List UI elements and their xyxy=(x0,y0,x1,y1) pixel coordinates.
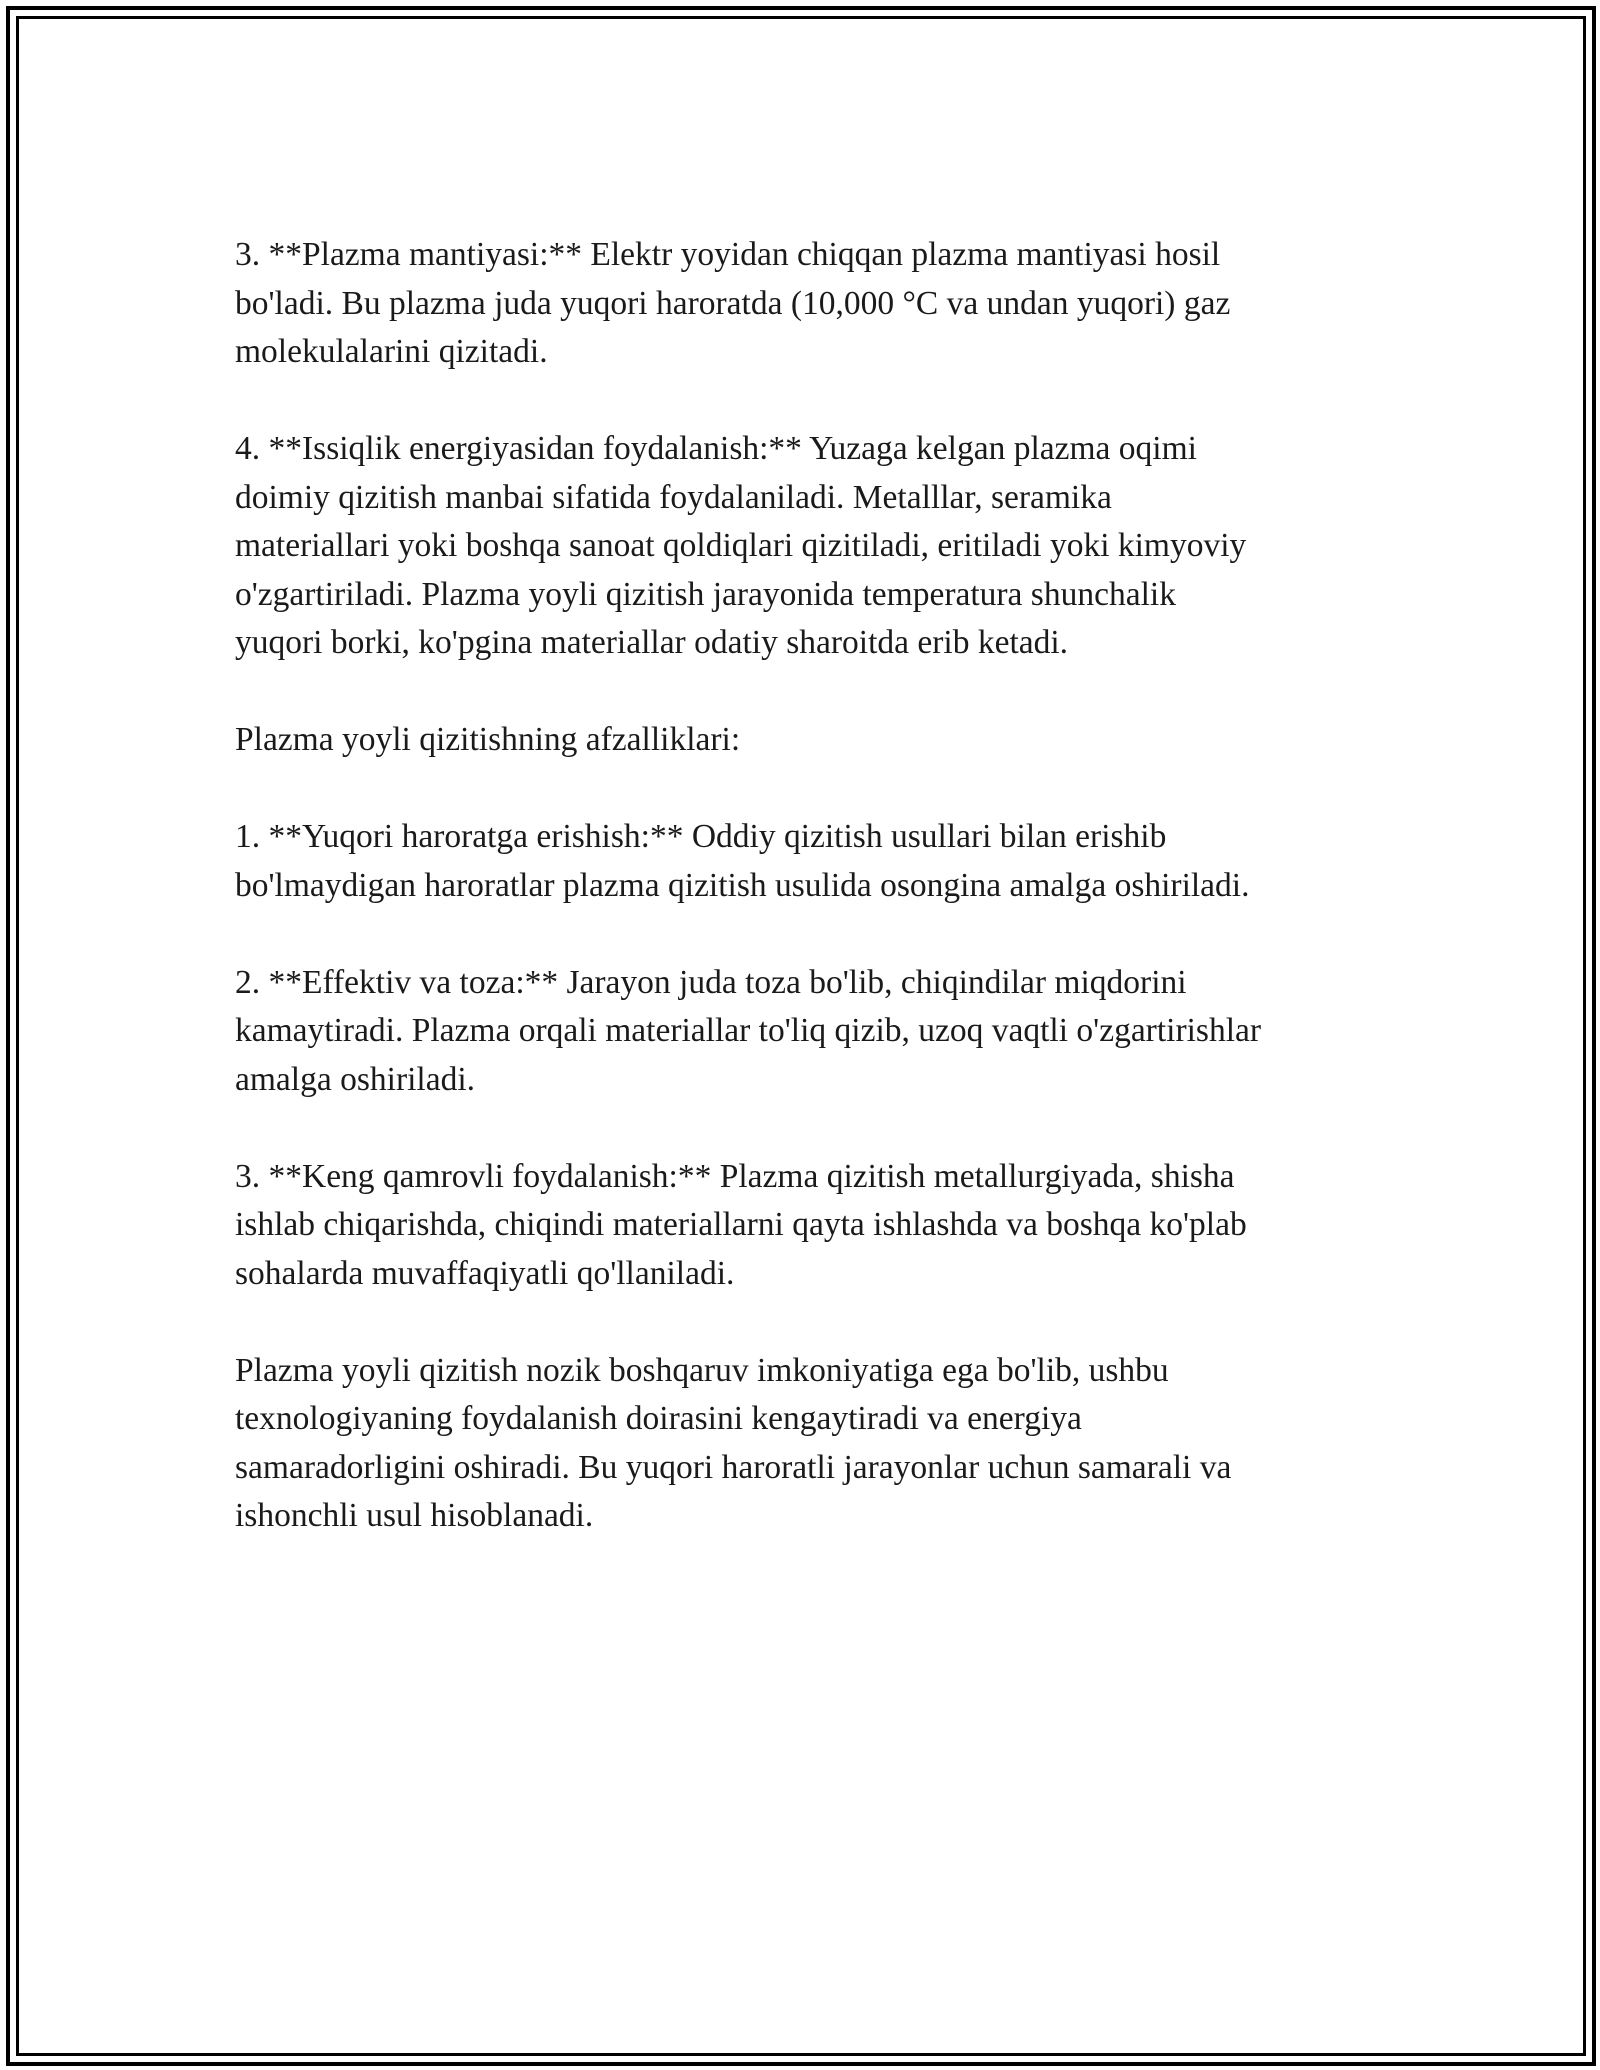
paragraph-plazma-mantiyasi: 3. **Plazma mantiyasi:** Elektr yoyidan chiqqan plazma mantiyasi hosil bo'ladi. Bu plazma juda yuqori haroratda (10,000 °C va undan yuqori) gaz molekulalarini qizitadi. xyxy=(235,236,1231,370)
paragraph-afzalliklar-heading: Plazma yoyli qizitishning afzalliklari: xyxy=(235,721,741,758)
paragraph-effektiv-toza: 2. **Effektiv va toza:** Jarayon juda toza bo'lib, chiqindilar miqdorini kamaytiradi. Plazma orqali materiallar to'liq qizib, uzoq vaqtli o'zgartirishlar amalga oshiriladi. xyxy=(235,963,1262,1098)
document-body xyxy=(235,231,1395,1541)
paragraph-conclusion: Plazma yoyli qizitish nozik boshqaruv imkoniyatiga ega bo'lib, ushbu texnologiyaning foydalanish doirasini kengaytiradi va energiya samaradorligini oshiradi. Bu yuqori haroratli jarayonlar uchun samarali va ishonchli usul hisoblanadi. xyxy=(235,1351,1232,1534)
paragraph-issiqlik-energiyasi: 4. **Issiqlik energiyasidan foydalanish:** Yuzaga kelgan plazma oqimi doimiy qizitish manbai sifatida foydalaniladi. Metalllar, seramika materiallari yoki boshqa sanoat qoldiqlari qizitiladi, eritiladi yoki kimyoviy o'zgartiriladi. Plazma yoyli qizitish jarayonida temperatura shunchalik yuqori borki, ko'pgina materiallar odatiy sharoitda erib ketadi. xyxy=(235,430,1247,661)
paragraph-yuqori-harorat: 1. **Yuqori haroratga erishish:** Oddiy qizitish usullari bilan erishib bo'lmaydigan haroratlar plazma qizitish usulida osongina amalga oshiriladi. xyxy=(235,818,1250,904)
paragraph-keng-qamrovli: 3. **Keng qamrovli foydalanish:** Plazma qizitish metallurgiyada, shisha ishlab chiqarishda, chiqindi materiallarni qayta ishlashda va boshqa ko'plab sohalarda muvaffaqiyatli qo'llaniladi. xyxy=(235,1157,1247,1292)
